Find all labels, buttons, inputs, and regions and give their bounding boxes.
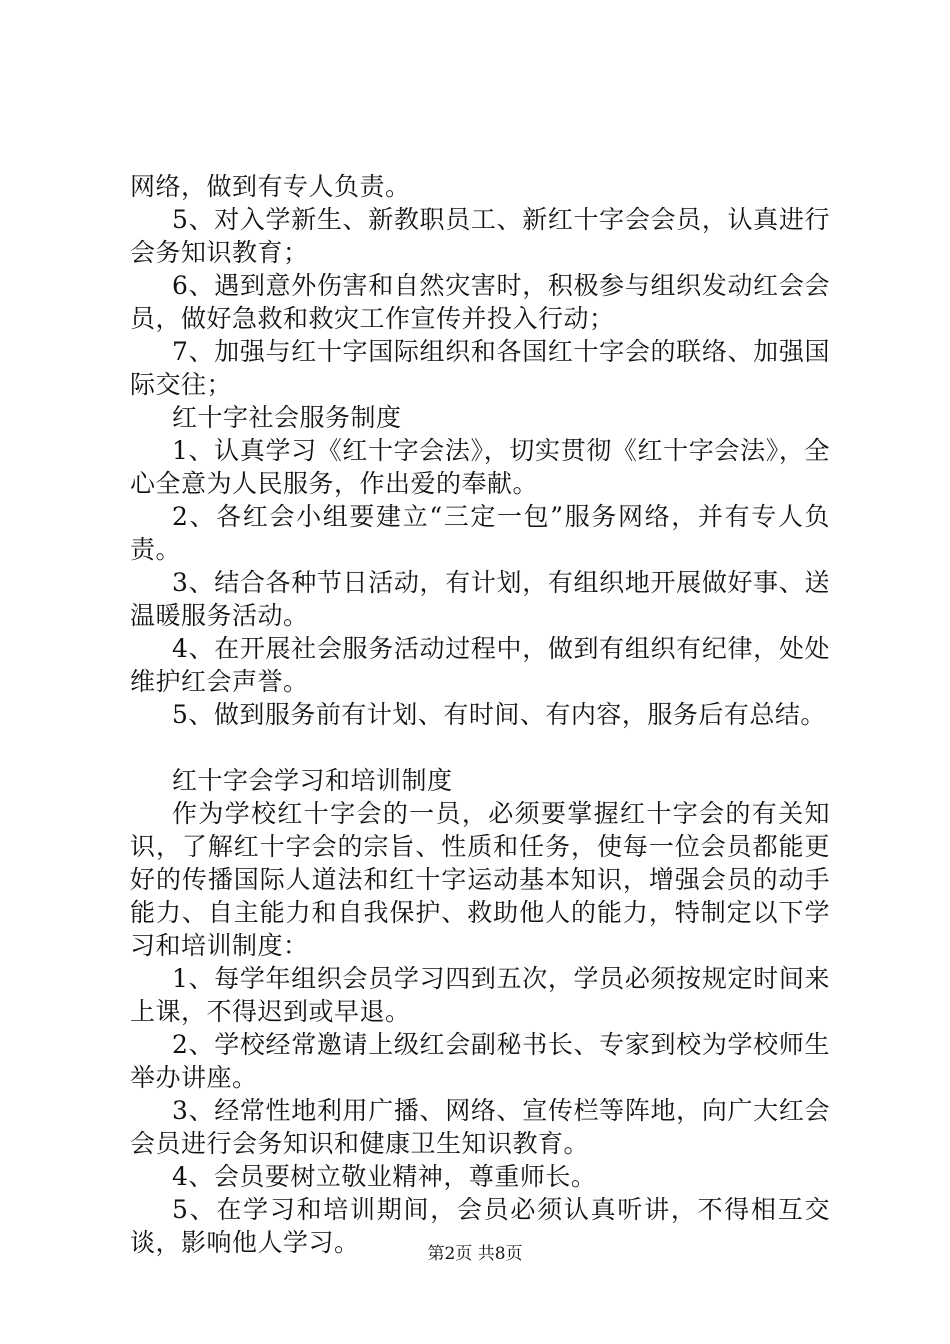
section-heading-social-service: 红十字社会服务制度 (172, 403, 402, 432)
section-heading-training: 红十字会学习和培训制度 (172, 766, 453, 795)
section-gap (130, 731, 830, 764)
paragraph-training-3: 3、经常性地利用广播、网络、宣传栏等阵地，向广大红会会员进行会务知识和健康卫生知识教育。 (130, 1096, 830, 1158)
paragraph-service-2: 2、各红会小组要建立“三定一包”服务网络，并有专人负责。 (130, 502, 830, 564)
paragraph-service-5: 5、做到服务前有计划、有时间、有内容，服务后有总结。 (172, 700, 826, 729)
paragraph-continuation: 网络，做到有专人负责。 (130, 172, 411, 201)
paragraph-item-7: 7、加强与红十字国际组织和各国红十字会的联络、加强国际交往； (130, 337, 830, 399)
paragraph-training-5: 5、在学习和培训期间，会员必须认真听讲，不得相互交谈，影响他人学习。 (130, 1195, 830, 1257)
paragraph-service-1: 1、认真学习《红十字会法》，切实贯彻《红十字会法》，全心全意为人民服务，作出爱的奉献。 (130, 436, 830, 498)
paragraph-item-6: 6、遇到意外伤害和自然灾害时，积极参与组织发动红会会员，做好急救和救灾工作宣传并投入行动； (130, 271, 830, 333)
paragraph-service-4: 4、在开展社会服务活动过程中，做到有组织有纪律，处处维护红会声誉。 (130, 634, 830, 696)
paragraph-training-4: 4、会员要树立敬业精神，尊重师长。 (172, 1162, 597, 1191)
paragraph-service-3: 3、结合各种节日活动，有计划，有组织地开展做好事、送温暖服务活动。 (130, 568, 830, 630)
paragraph-item-5: 5、对入学新生、新教职员工、新红十字会会员，认真进行会务知识教育； (130, 205, 830, 267)
paragraph-training-1: 1、每学年组织会员学习四到五次，学员必须按规定时间来上课，不得迟到或早退。 (130, 964, 830, 1026)
document-body (130, 170, 830, 1259)
paragraph-training-2: 2、学校经常邀请上级红会副秘书长、专家到校为学校师生举办讲座。 (130, 1030, 830, 1092)
paragraph-training-intro: 作为学校红十字会的一员，必须要掌握红十字会的有关知识，了解红十字会的宗旨、性质和任务，使每一位会员都能更好的传播国际人道法和红十字运动基本知识，增强会员的动手能力、自主能力和自我保护、救助他人的能力，特制定以下学习和培训制度： (130, 799, 830, 960)
page-number-footer: 第2页 共8页 (427, 1244, 523, 1264)
